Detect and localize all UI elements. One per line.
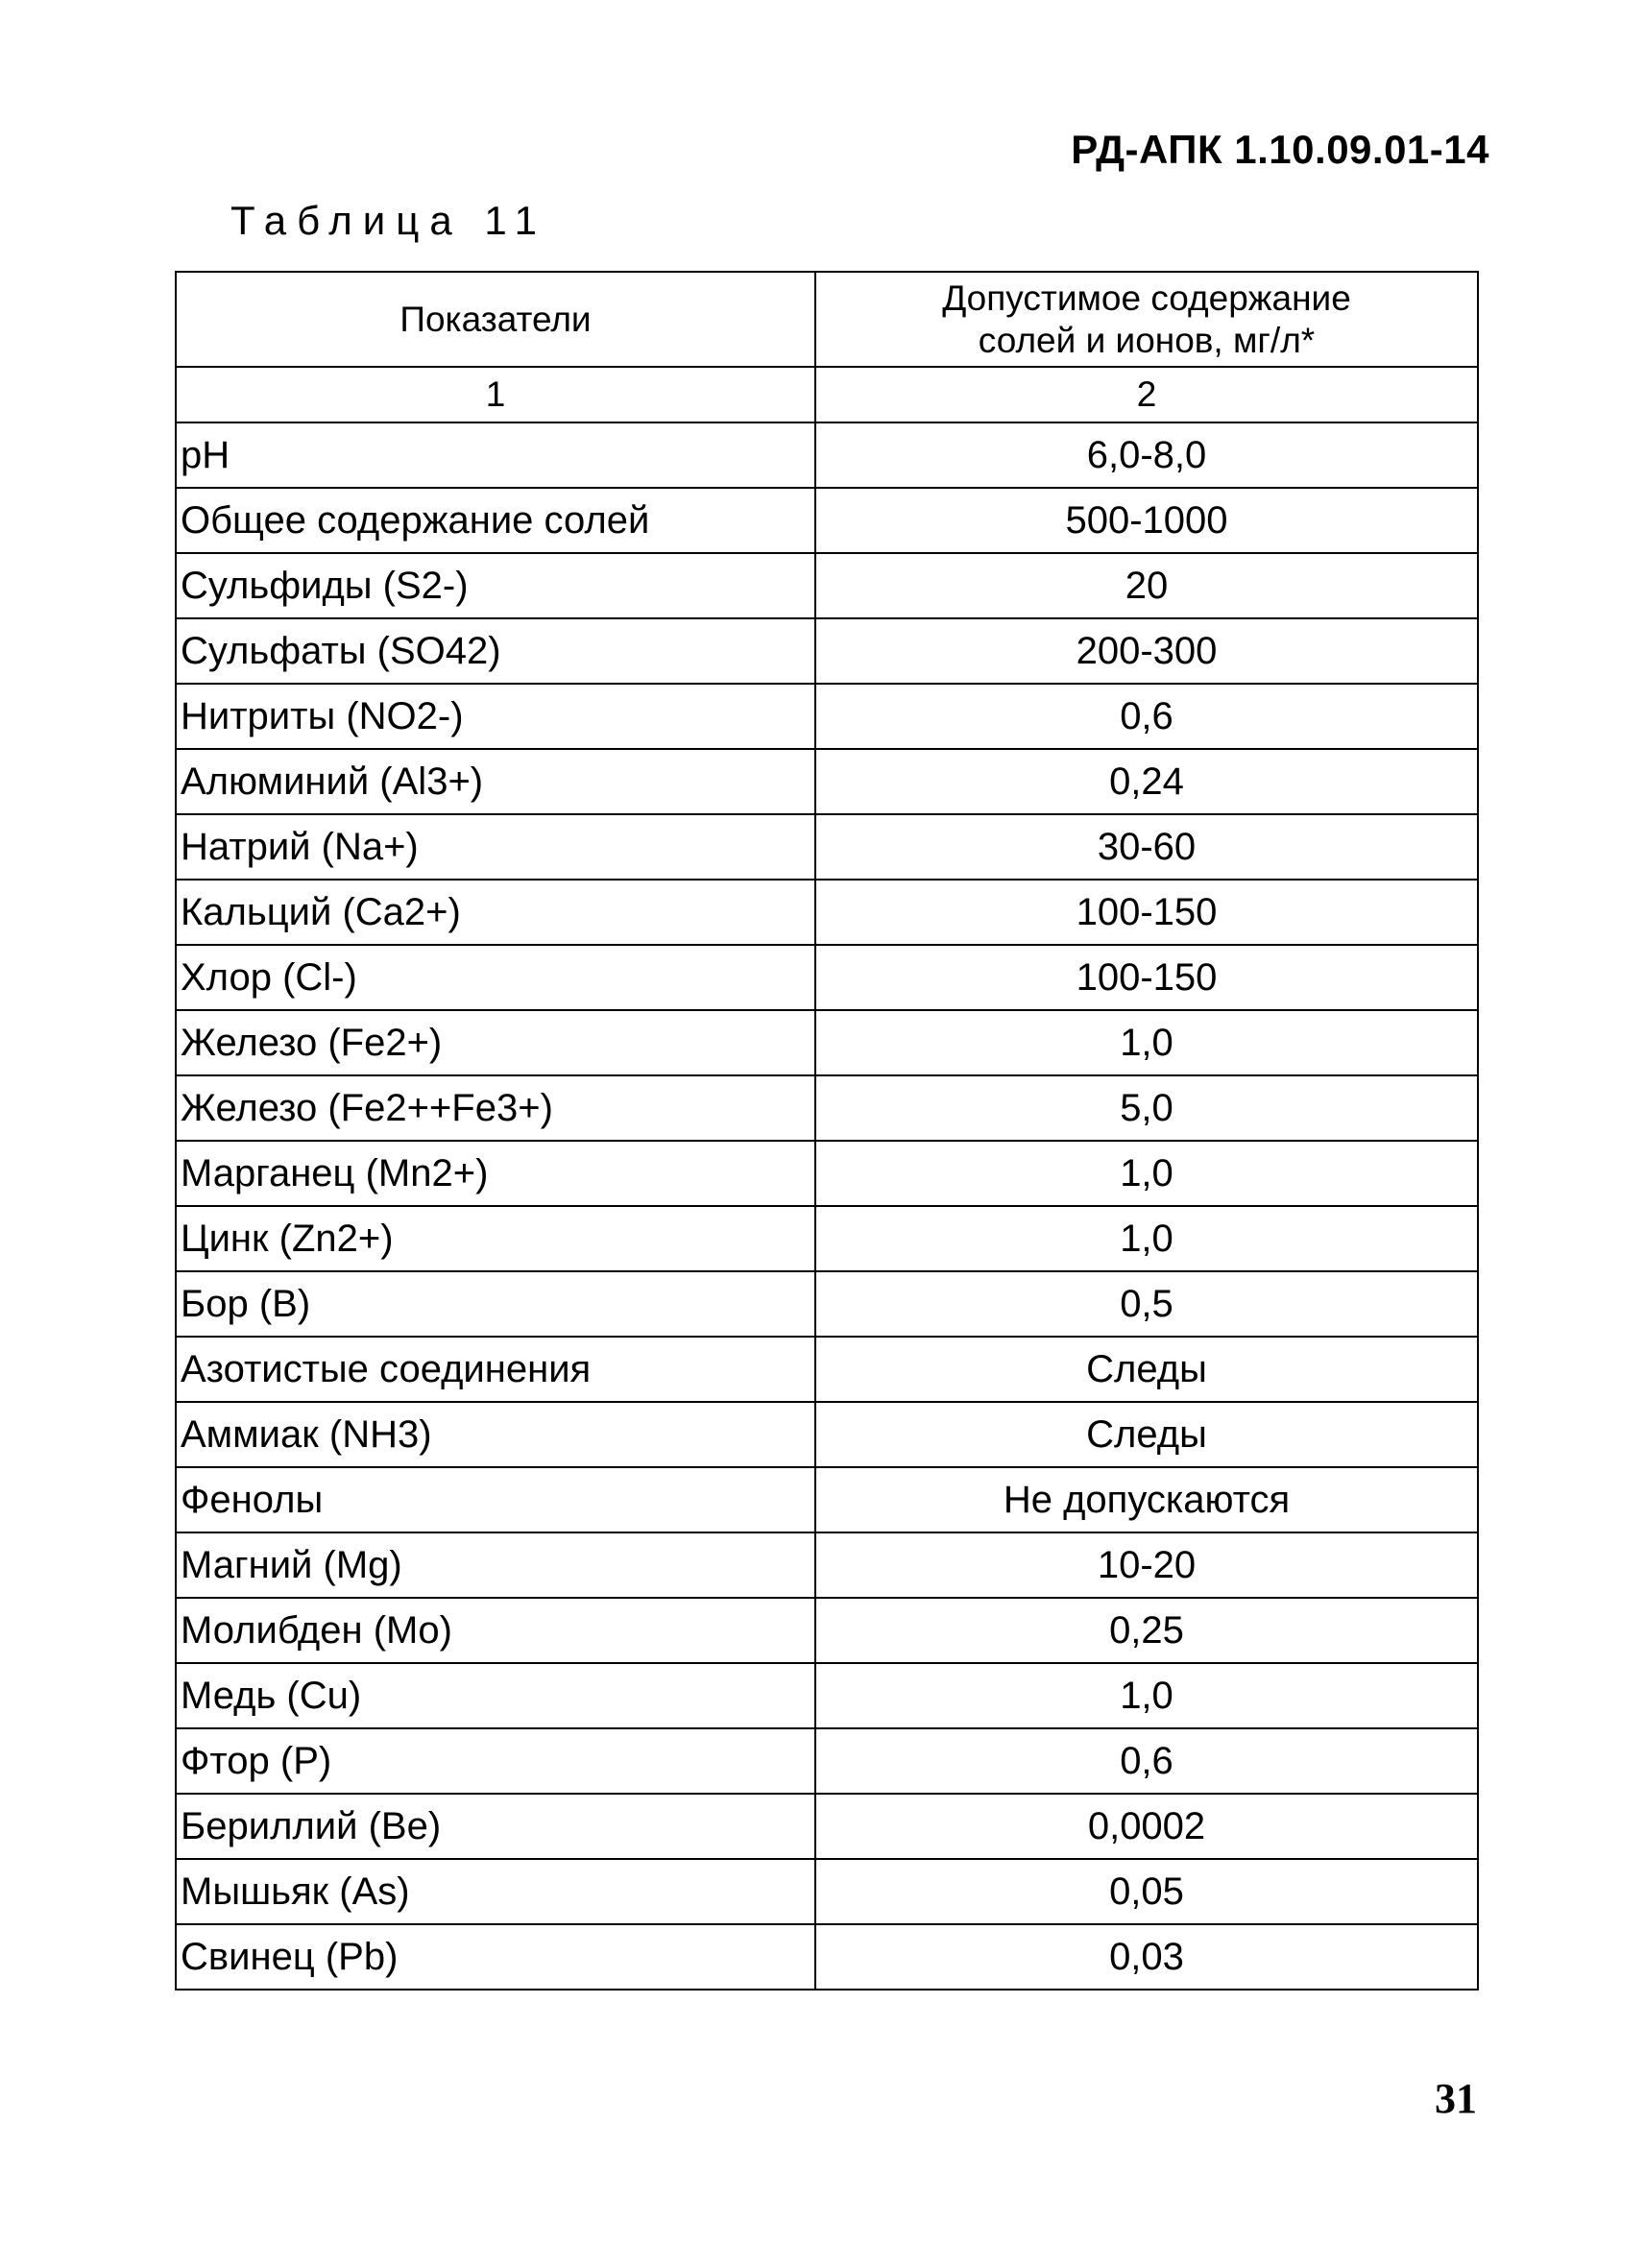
table-row (176, 1598, 1478, 1663)
table-row (176, 553, 1478, 618)
indicator-name: Марганец (Mn2+) (176, 1141, 815, 1206)
table-row (176, 1794, 1478, 1859)
allowed-value: 0,6 (815, 684, 1478, 749)
table-row (176, 880, 1478, 945)
allowed-value: 200-300 (815, 618, 1478, 684)
indicator-name: Алюминий (Al3+) (176, 749, 815, 814)
indicator-name: Бериллий (Be) (176, 1794, 815, 1859)
column-number-2: 2 (815, 367, 1478, 422)
allowed-value: 1,0 (815, 1010, 1478, 1075)
table-body (176, 422, 1478, 1990)
table-row (176, 1402, 1478, 1467)
indicator-name: Свинец (Pb) (176, 1924, 815, 1990)
allowed-value: 20 (815, 553, 1478, 618)
indicator-name: Магний (Mg) (176, 1532, 815, 1598)
allowed-value: Следы (815, 1402, 1478, 1467)
table-row (176, 1532, 1478, 1598)
indicator-name: Фтор (Р) (176, 1728, 815, 1794)
allowed-value: 0,25 (815, 1598, 1478, 1663)
indicator-name: Общее содержание солей (176, 488, 815, 553)
table-row (176, 1271, 1478, 1337)
indicator-name: Железо (Fe2+) (176, 1010, 815, 1075)
allowed-value: 0,24 (815, 749, 1478, 814)
column-header-allowed-content-text: Допустимое содержание солей и ионов, мг/л* (942, 277, 1351, 360)
column-header-indicators: Показатели (176, 272, 815, 367)
table-row (176, 1467, 1478, 1532)
indicator-name: Натрий (Na+) (176, 814, 815, 880)
indicator-name: Железо (Fe2++Fe3+) (176, 1075, 815, 1141)
page-number: 31 (1435, 2075, 1477, 2122)
allowed-value: 100-150 (815, 880, 1478, 945)
allowed-value: 1,0 (815, 1141, 1478, 1206)
indicator-name: Мышьяк (As) (176, 1859, 815, 1924)
indicator-name: Бор (B) (176, 1271, 815, 1337)
table-row (176, 1663, 1478, 1728)
norms-table (175, 271, 1479, 1991)
column-header-allowed-content (815, 272, 1478, 367)
indicator-name: Кальций (Ca2+) (176, 880, 815, 945)
allowed-value: 30-60 (815, 814, 1478, 880)
allowed-value: 500-1000 (815, 488, 1478, 553)
allowed-value: 0,03 (815, 1924, 1478, 1990)
table-header-row (176, 272, 1478, 367)
allowed-value: 0,0002 (815, 1794, 1478, 1859)
indicator-name: Медь (Cu) (176, 1663, 815, 1728)
column-number-1: 1 (176, 367, 815, 422)
indicator-name: Цинк (Zn2+) (176, 1206, 815, 1271)
table-row (176, 488, 1478, 553)
allowed-value: 1,0 (815, 1663, 1478, 1728)
table-row (176, 1337, 1478, 1402)
table-row (176, 1010, 1478, 1075)
table-row (176, 1206, 1478, 1271)
indicator-name: Сульфиды (S2-) (176, 553, 815, 618)
table-row (176, 1924, 1478, 1990)
allowed-value: 6,0-8,0 (815, 422, 1478, 488)
indicator-name: pH (176, 422, 815, 488)
allowed-value: 5,0 (815, 1075, 1478, 1141)
allowed-value: 0,6 (815, 1728, 1478, 1794)
indicator-name: Молибден (Mo) (176, 1598, 815, 1663)
table-row (176, 618, 1478, 684)
table-row (176, 1728, 1478, 1794)
indicator-name: Нитриты (NO2-) (176, 684, 815, 749)
table-row (176, 1859, 1478, 1924)
allowed-value: 1,0 (815, 1206, 1478, 1271)
allowed-value: Следы (815, 1337, 1478, 1402)
allowed-value: 10-20 (815, 1532, 1478, 1598)
table-row (176, 422, 1478, 488)
table-row (176, 1141, 1478, 1206)
table-row (176, 684, 1478, 749)
table-row (176, 945, 1478, 1010)
allowed-value: Не допускаются (815, 1467, 1478, 1532)
table-row (176, 814, 1478, 880)
indicator-name: Азотистые соединения (176, 1337, 815, 1402)
allowed-value: 0,05 (815, 1859, 1478, 1924)
document-code: РД-АПК 1.10.09.01-14 (1071, 127, 1489, 172)
table-caption: Таблица 11 (230, 198, 547, 243)
column-number-row (176, 367, 1478, 422)
allowed-value: 0,5 (815, 1271, 1478, 1337)
table-row (176, 1075, 1478, 1141)
table-row (176, 749, 1478, 814)
indicator-name: Сульфаты (SO42) (176, 618, 815, 684)
allowed-value: 100-150 (815, 945, 1478, 1010)
indicator-name: Аммиак (NH3) (176, 1402, 815, 1467)
indicator-name: Фенолы (176, 1467, 815, 1532)
indicator-name: Хлор (Cl-) (176, 945, 815, 1010)
